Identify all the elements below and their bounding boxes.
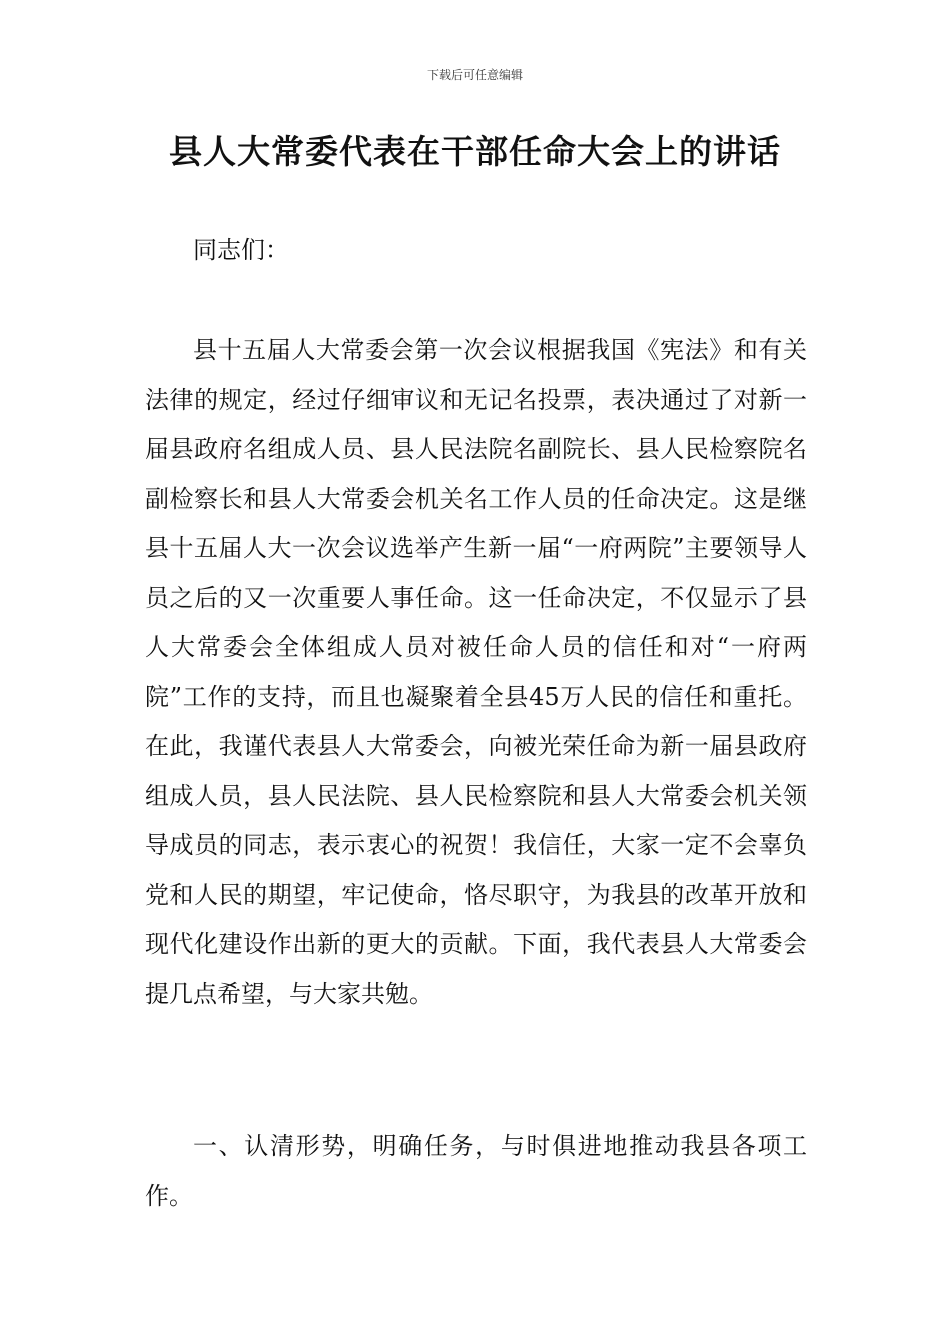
document-title: 县人大常委代表在干部任命大会上的讲话 — [169, 132, 781, 171]
header-note: 下载后可任意编辑 — [426, 68, 523, 82]
paragraph-2: 一、认清形势，明确任务，与时俱进地推动我县各项工作。 — [145, 1132, 807, 1210]
paragraph-1: 县十五届人大常委会第一次会议根据我国《宪法》和有关法律的规定，经过仔细审议和无记名投票，表决通过了对新一届县政府名组成人员、县人民法院名副院长、县人民检察院名副检察长和县人大常委会机关名工作人员的任命决定。这是继县十五届人大一次会议选举产生新一届“一府两院”主要领导人员之后的又一次重要人事任命。这一任命决定，不仅显示了县人大常委会全体组成人员对被任命人员的信任和对“一府两院”工作的支持，而且也凝聚着全县45万人民的信任和重托。在此，我谨代表县人大常委会，向被光荣任命为新一届县政府组成人员，县人民法院、县人民检察院和县人大常委会机关领导成员的同志，表示衷心的祝贺！我信任，大家一定不会辜负党和人民的期望，牢记使命，恪尽职守，为我县的改革开放和现代化建设作出新的更大的贡献。下面，我代表县人大常委会提几点希望，与大家共勉。 — [145, 336, 807, 1008]
salutation: 同志们： — [193, 236, 289, 264]
